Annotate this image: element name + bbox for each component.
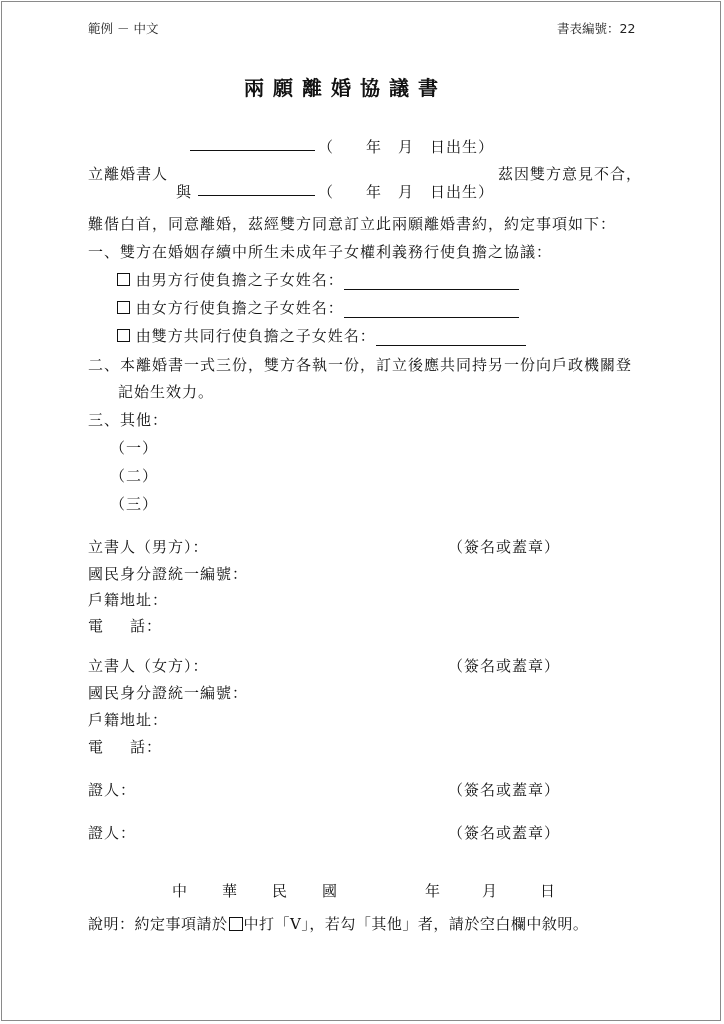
option-joint	[117, 325, 526, 346]
witness-1-label: 證人：	[88, 781, 137, 799]
header-left: 範例 － 中文	[88, 21, 159, 36]
party-2-name-line	[198, 195, 315, 196]
option-female-label: 由女方行使負擔之子女姓名：	[135, 299, 344, 317]
parties-conjunction: 與	[176, 183, 193, 201]
item-3-sub-2: （二）	[110, 467, 159, 485]
checkbox-male[interactable]	[117, 273, 130, 286]
item-3-text: 三、其他：	[88, 411, 169, 429]
male-id-label: 國民身分證統一編號：	[88, 565, 249, 583]
parties-reason: 茲因雙方意見不合，	[498, 165, 643, 183]
joint-children-name-field[interactable]	[376, 331, 526, 346]
female-phone-label-a: 電	[88, 738, 105, 756]
item-1-text: 一、雙方在婚姻存續中所生未成年子女權利義務行使負擔之協議：	[88, 243, 553, 261]
male-address-label: 戶籍地址：	[88, 591, 169, 609]
option-male	[117, 269, 519, 290]
intro-text: 難偕白首，同意離婚，茲經雙方同意訂立此兩願離婚書約，約定事項如下：	[88, 215, 617, 233]
male-phone-label-b: 話：	[130, 617, 163, 635]
date-month: 月	[482, 882, 499, 900]
checkbox-joint[interactable]	[117, 329, 130, 342]
footnote-part-a: 說明：約定事項請於	[88, 915, 228, 933]
option-male-label: 由男方行使負擔之子女姓名：	[135, 271, 344, 289]
date-year: 年	[425, 882, 442, 900]
item-2-line-2: 記始生效力。	[118, 383, 215, 401]
party-1-birth: （ 年 月 日出生）	[318, 138, 495, 156]
witness-1-signature-note: （簽名或蓋章）	[448, 781, 561, 799]
female-signature-note: （簽名或蓋章）	[448, 657, 561, 675]
parties-label: 立離婚書人	[88, 165, 169, 183]
footnote	[88, 913, 588, 934]
checkbox-icon	[229, 917, 243, 931]
checkbox-female[interactable]	[117, 301, 130, 314]
party-2-birth: （ 年 月 日出生）	[318, 183, 495, 201]
item-3-sub-1: （一）	[110, 439, 159, 457]
era-char-2: 華	[222, 882, 239, 900]
witness-2-signature-note: （簽名或蓋章）	[448, 824, 561, 842]
era-char-4: 國	[322, 882, 339, 900]
era-char-1: 中	[172, 882, 189, 900]
form-number: 書表編號：22	[557, 21, 636, 36]
date-day: 日	[540, 882, 557, 900]
era-char-3: 民	[272, 882, 289, 900]
item-3-sub-3: （三）	[110, 495, 159, 513]
male-signature-note: （簽名或蓋章）	[448, 538, 561, 556]
document-title: 兩願離婚協議書	[244, 76, 447, 100]
party-1-name-line	[190, 150, 315, 151]
female-children-name-field[interactable]	[344, 303, 519, 318]
option-female	[117, 297, 519, 318]
female-id-label: 國民身分證統一編號：	[88, 684, 249, 702]
witness-2-label: 證人：	[88, 824, 137, 842]
male-signer-label: 立書人（男方）：	[88, 538, 209, 556]
item-2-line-1: 二、本離婚書一式三份，雙方各執一份，訂立後應共同持另一份向戶政機關登	[88, 356, 633, 374]
female-phone-label-b: 話：	[130, 738, 163, 756]
option-joint-label: 由雙方共同行使負擔之子女姓名：	[135, 327, 376, 345]
female-address-label: 戶籍地址：	[88, 711, 169, 729]
female-signer-label: 立書人（女方）：	[88, 657, 209, 675]
male-children-name-field[interactable]	[344, 275, 519, 290]
footnote-part-b: 中打「V」，若勾「其他」者，請於空白欄中敘明。	[243, 915, 589, 933]
male-phone-label-a: 電	[88, 617, 105, 635]
